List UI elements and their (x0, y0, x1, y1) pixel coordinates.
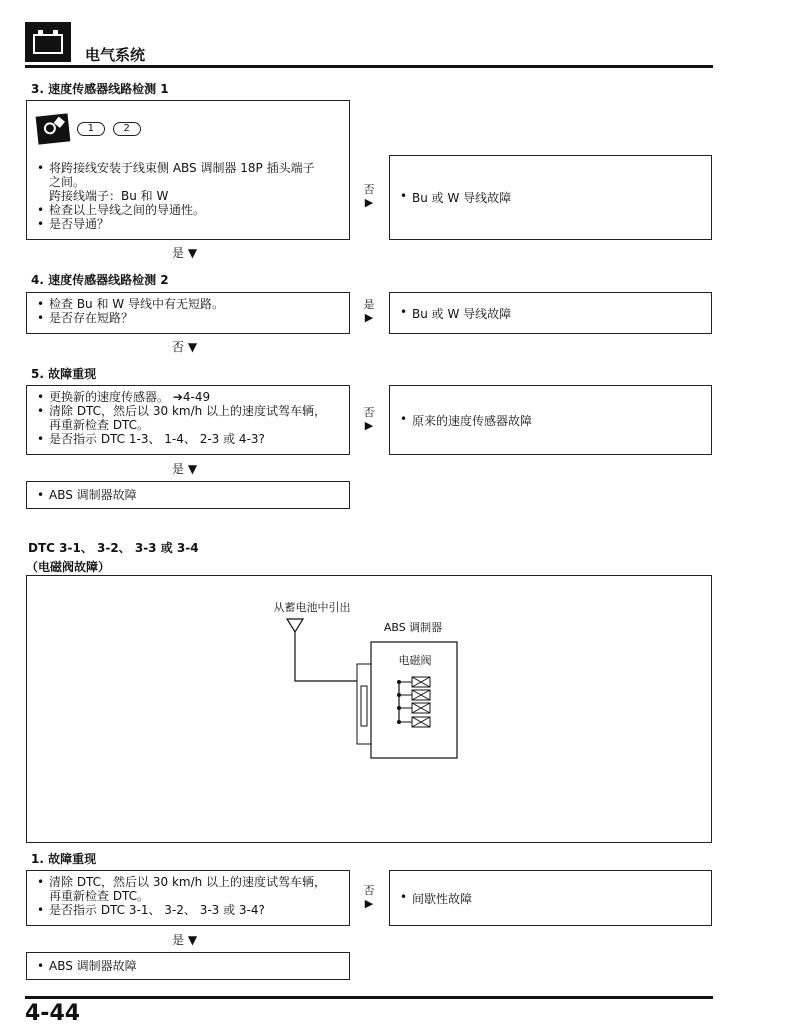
step1b-check-box (26, 870, 350, 926)
step3-yes-arrow (172, 244, 197, 261)
step4-no-label: 否 (172, 340, 185, 354)
step3-item-cont: 之间。 (49, 175, 86, 189)
step3-item: • 是否导通？ (37, 217, 110, 231)
step5-check-box (26, 385, 350, 455)
step5-final-text: ABS 调制器故障 (49, 488, 137, 502)
down-arrow-icon: ▼ (187, 340, 198, 354)
step1b-yes-label: 是 (172, 933, 185, 947)
step3-no-arrow (359, 183, 379, 209)
step5-item: • 更换新的速度传感器。 ➔4-49 (37, 390, 211, 404)
step5-final-box: • ABS 调制器故障 (26, 481, 350, 509)
step1b-item-cont: 再重新检查 DTC。 (49, 889, 150, 903)
right-arrow-icon: ▶ (364, 196, 374, 209)
valve-label: 电磁阀 (398, 654, 432, 667)
circuit-svg (27, 576, 713, 844)
down-arrow-icon: ▼ (187, 246, 198, 260)
step5-yes-label: 是 (172, 462, 185, 476)
page-number: 4-44 (25, 1001, 81, 1026)
step4-result-box: • Bu 或 W 导线故障 (389, 292, 712, 334)
modulator-label: ABS 调制器 (383, 621, 443, 634)
step5-yes-arrow (172, 460, 197, 477)
right-arrow-icon: ▶ (364, 897, 374, 910)
connector-pin-block (361, 686, 367, 726)
down-arrow-icon: ▼ (187, 462, 198, 476)
step5-no-label: 否 (363, 406, 375, 419)
step1b-item: • 是否指示 DTC 3-1、 3-2、 3-3 或 3-4? (37, 903, 265, 917)
step1b-result-box: • 间歇性故障 (389, 870, 712, 926)
right-arrow-icon: ▶ (364, 311, 374, 324)
step3-yes-label: 是 (172, 246, 185, 260)
step5-no-arrow (359, 406, 379, 432)
step3-no-label: 否 (363, 183, 375, 196)
step1b-final-box: • ABS 调制器故障 (26, 952, 350, 980)
step1b-title: 1. 故障重现 (31, 852, 97, 866)
step4-item: • 是否存在短路？ (37, 311, 134, 325)
battery-label: 从蓄电池中引出 (273, 601, 351, 614)
dtc-section-subtitle: （电磁阀故障） (26, 560, 111, 574)
section-title: 电气系统 (85, 46, 146, 64)
step3-title: 3. 速度传感器线路检测 1 (31, 82, 169, 96)
step4-no-arrow (172, 338, 197, 355)
step5-result-text: 原来的速度传感器故障 (412, 413, 533, 428)
footer-rule (25, 996, 713, 999)
right-arrow-icon: ▶ (364, 419, 374, 432)
step3-check-box (26, 100, 350, 240)
dtc-section-title: DTC 3-1、 3-2、 3-3 或 3-4 (28, 541, 199, 555)
step4-yes-label: 是 (363, 298, 375, 311)
step4-result-text: Bu 或 W 导线故障 (412, 306, 512, 321)
step5-item-cont: 再重新检查 DTC。 (49, 418, 150, 432)
step1b-final-text: ABS 调制器故障 (49, 959, 137, 973)
step5-result-box: • 原来的速度传感器故障 (389, 385, 712, 455)
step3-result-box: • Bu 或 W 导线故障 (389, 155, 712, 240)
step4-yes-arrow (359, 298, 379, 324)
step3-item: • 检查以上导线之间的导通性。 (37, 203, 206, 217)
step1b-item: • 清除 DTC，然后以 30 km/h 以上的速度试驾车辆， (37, 875, 327, 889)
step1b-no-arrow (359, 884, 379, 910)
step5-item: • 清除 DTC，然后以 30 km/h 以上的速度试驾车辆， (37, 404, 327, 418)
feed-wire (295, 632, 357, 681)
step4-title: 4. 速度传感器线路检测 2 (31, 273, 169, 287)
solenoid-circuit-diagram (26, 575, 712, 843)
step4-check-box (26, 292, 350, 334)
step5-item: • 是否指示 DTC 1-3、 1-4、 2-3 或 4-3? (37, 432, 265, 446)
step5-title: 5. 故障重现 (31, 367, 97, 381)
step1b-yes-arrow (172, 931, 197, 948)
step1b-result-text: 间歇性故障 (412, 891, 473, 906)
battery-icon (25, 22, 71, 62)
header-rule (25, 65, 713, 68)
terminal-icon (287, 619, 303, 632)
tool-pill-1: 1 (77, 122, 105, 136)
step3-result-text: Bu 或 W 导线故障 (412, 191, 512, 205)
step3-item-cont: 跨接线端子：Bu 和 W (49, 189, 169, 203)
step1b-no-label: 否 (363, 884, 375, 897)
step3-tool-row (37, 115, 341, 155)
connector-tool-icon (36, 113, 71, 144)
step4-item: • 检查 Bu 和 W 导线中有无短路。 (37, 297, 224, 311)
step3-item: • 将跨接线安装于线束侧 ABS 调制器 18P 插头端子 (37, 161, 315, 175)
tool-pill-2: 2 (113, 122, 141, 136)
down-arrow-icon: ▼ (187, 933, 198, 947)
